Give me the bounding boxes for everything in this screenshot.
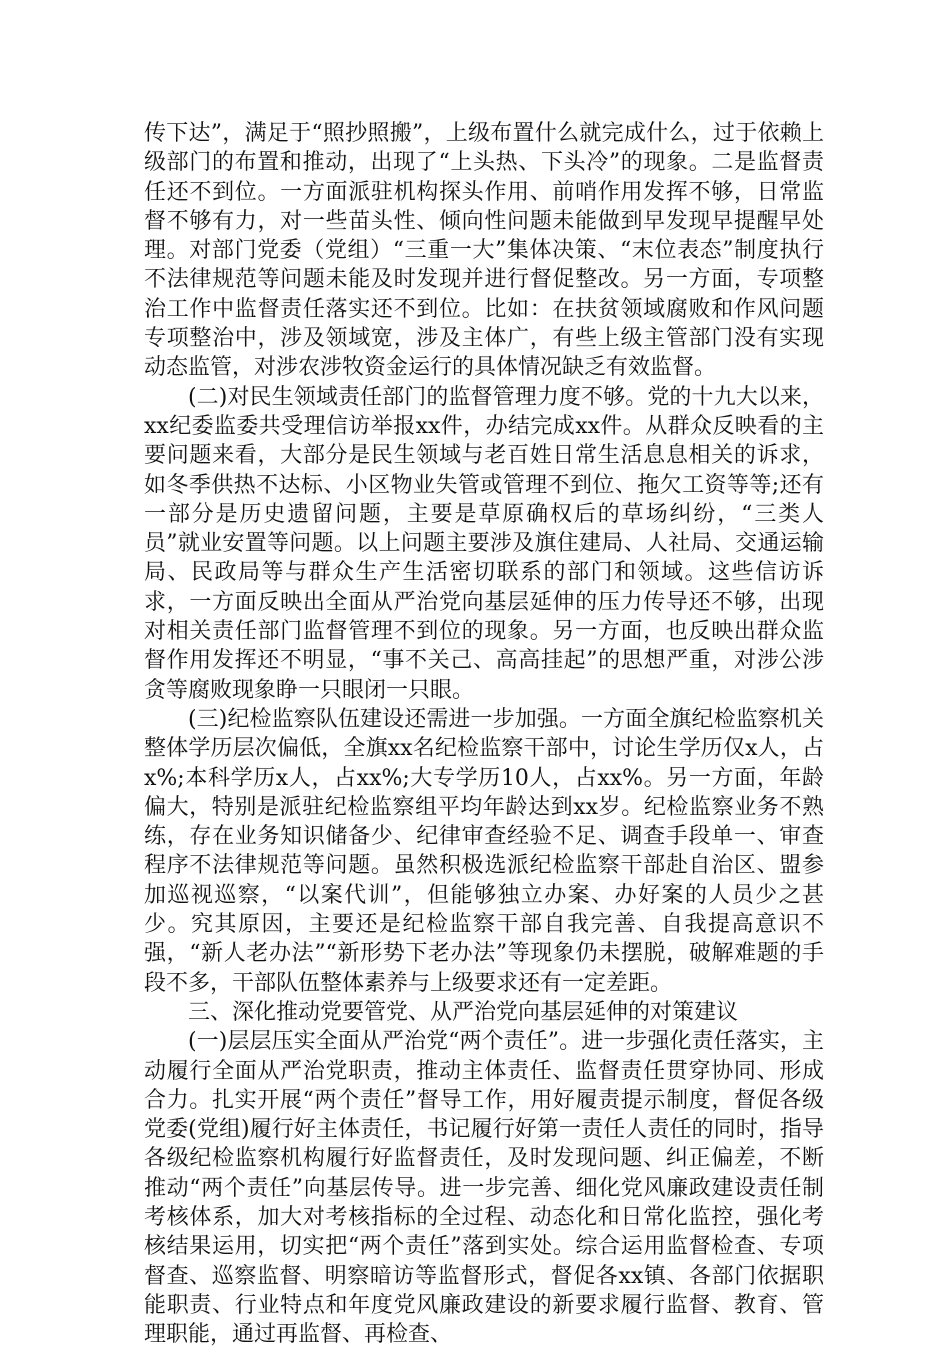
paragraph-team-building: (三)纪检监察队伍建设还需进一步加强。一方面全旗纪检监察机关整体学历层次偏低，全旗xx名纪检监察干部中，讨论生学历仅x人，占x%;本科学历x人，占xx%;大专学历10人，占xx%。另一方面，年龄偏大，特别是派驻纪检监察组平均年龄达到xx岁。纪检监察业务不熟练，存在业务知识储备少、纪律审查经验不足、调查手段单一、审查程序不法律规范等问题。虽然积极选派纪检监察干部赴自治区、盟参加巡视巡察，“以案代训”，但能够独立办案、办好案的人员少之甚少。究其原因，主要还是纪检监察干部自我完善、自我提高意识不强，“新人老办法”“新形势下老办法”等现象仍未摆脱，破解难题的手段不多，干部队伍整体素养与上级要求还有一定差距。 — [144, 706, 824, 996]
paragraph-two-responsibilities: (一)层层压实全面从严治党“两个责任”。进一步强化责任落实，主动履行全面从严治党职责，推动主体责任、监督责任贯穿协同、形成合力。扎实开展“两个责任”督导工作，用好履责提示制度，督促各级党委(党组)履行好主体责任，书记履行好第一责任人责任的同时，指导各级纪检监察机构履行好监督责任，及时发现问题、纠正偏差，不断推动“两个责任”向基层传导。进一步完善、细化党风廉政建设责任制考核体系，加大对考核指标的全过程、动态化和日常化监控，强化考核结果运用，切实把“两个责任”落到实处。综合运用监督检查、专项督查、巡察监督、明察暗访等监督形式，督促各xx镇、各部门依据职能职责、行业特点和年度党风廉政建设的新要求履行监督、教育、管理职能，通过再监督、再检查、 — [144, 1029, 824, 1348]
section-heading-countermeasures: 三、深化推动党要管党、从严治党向基层延伸的对策建议 — [188, 999, 739, 1025]
paragraph-supervision-responsibility: 传下达”，满足于“照抄照搬”，上级布置什么就完成什么，过于依赖上级部门的布置和推动，出现了“上头热、下头冷”的现象。二是监督责任还不到位。一方面派驻机构探头作用、前哨作用发挥不够，日常监督不够有力，对一些苗头性、倾向性问题未能做到早发现早提醒早处理。对部门党委（党组）“三重一大”集体决策、“末位表态”制度执行不法律规范等问题未能及时发现并进行督促整改。另一方面，专项整治工作中监督责任落实还不到位。比如：在扶贫领域腐败和作风问题专项整治中，涉及领域宽，涉及主体广，有些上级主管部门没有实现动态监管，对涉农涉牧资金运行的具体情况缺乏有效监督。 — [144, 121, 824, 381]
paragraph-livelihood-supervision: (二)对民生领域责任部门的监督管理力度不够。党的十九大以来，xx纪委监委共受理信访举报xx件，办结完成xx件。从群众反映看的主要问题来看，大部分是民生领域与老百姓日常生活息息相关的诉求，如冬季供热不达标、小区物业失管或管理不到位、拖欠工资等等;还有一部分是历史遗留问题，主要是草原确权后的草场纠纷，“三类人员”就业安置等问题。以上问题主要涉及旗住建局、人社局、交通运输局、民政局等与群众生产生活密切联系的部门和领域。这些信访诉求，一方面反映出全面从严治党向基层延伸的压力传导还不够，出现对相关责任部门监督管理不到位的现象。另一方面，也反映出群众监督作用发挥还不明显，“事不关己、高高挂起”的思想严重，对涉公涉贪等腐败现象睁一只眼闭一只眼。 — [144, 384, 824, 703]
document-page — [144, 119, 824, 1349]
